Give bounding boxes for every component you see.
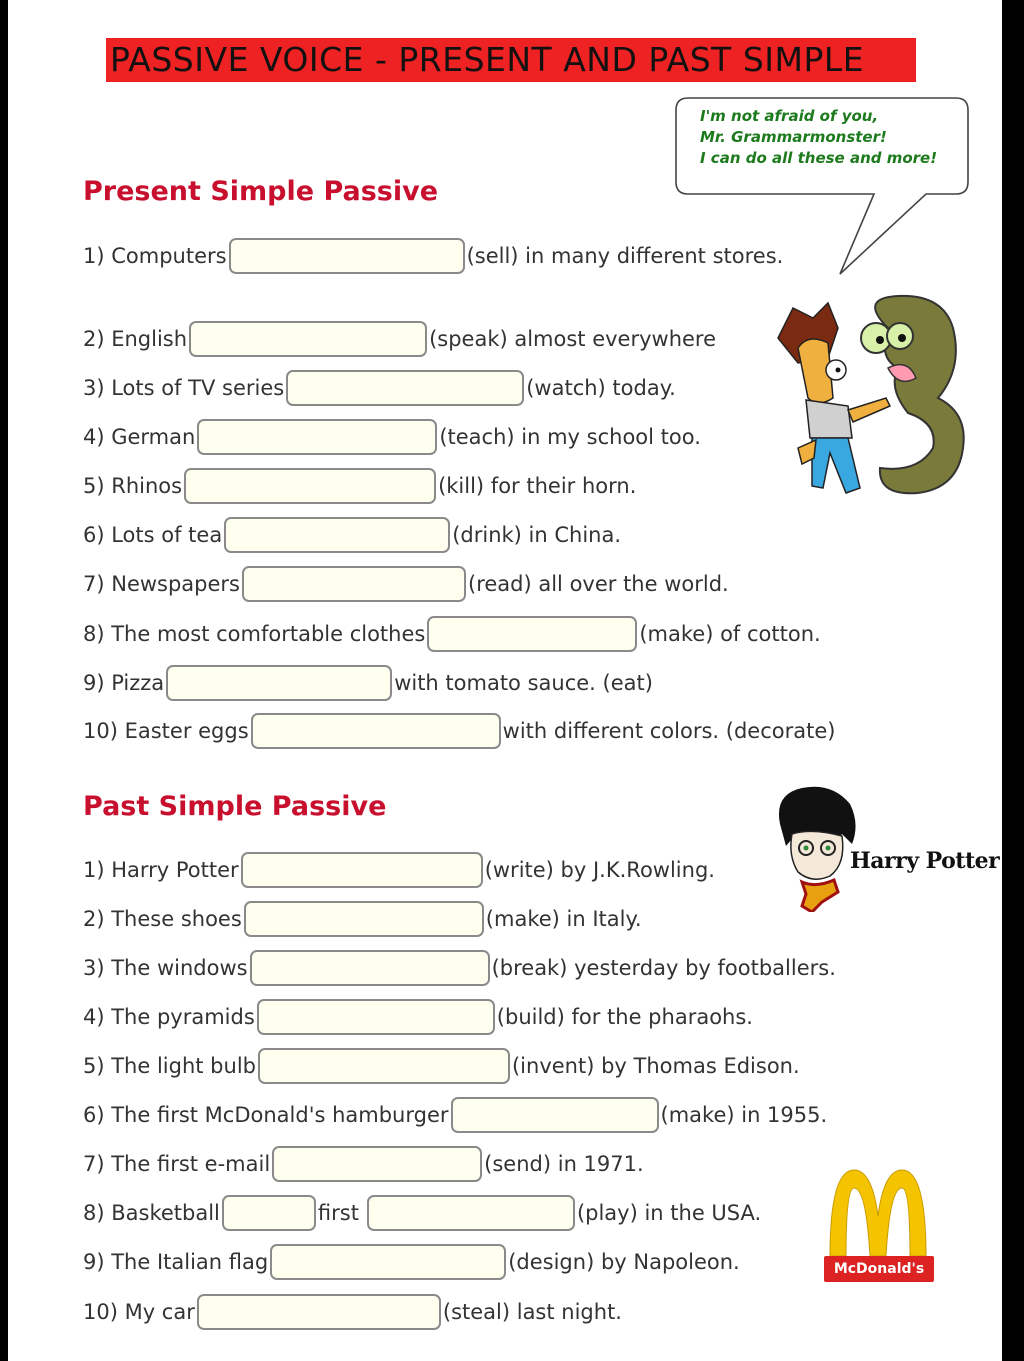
item-hint: (make) in Italy. — [485, 907, 642, 931]
mcdonalds-logo: McDonald's — [824, 1256, 934, 1282]
answer-input[interactable] — [272, 1146, 482, 1182]
present-item-2 — [83, 320, 716, 358]
answer-input[interactable] — [250, 950, 490, 986]
item-prompt: 10) Easter eggs — [83, 719, 249, 743]
boy-and-monster-illustration — [768, 288, 968, 503]
present-item-5 — [83, 467, 636, 505]
item-prompt: 1) Harry Potter — [83, 858, 239, 882]
present-item-7 — [83, 565, 729, 603]
past-item-5 — [83, 1047, 800, 1085]
present-item-8 — [83, 615, 821, 653]
item-hint: (watch) today. — [526, 376, 676, 400]
item-middle-word: first — [317, 1201, 359, 1225]
answer-input[interactable] — [222, 1195, 316, 1231]
item-prompt: 8) The most comfortable clothes — [83, 622, 426, 646]
item-hint: (invent) by Thomas Edison. — [511, 1054, 800, 1078]
item-hint: (read) all over the world. — [468, 572, 729, 596]
answer-input[interactable] — [258, 1048, 510, 1084]
speech-bubble — [674, 96, 968, 192]
present-item-4 — [83, 418, 701, 456]
past-item-3 — [83, 949, 836, 987]
item-prompt: 10) My car — [83, 1300, 195, 1324]
past-item-10 — [83, 1293, 622, 1331]
item-prompt: 3) The windows — [83, 956, 248, 980]
item-prompt: 2) These shoes — [83, 907, 242, 931]
bubble-line-1: I'm not afraid of you, — [700, 107, 879, 125]
item-hint: (break) yesterday by footballers. — [491, 956, 836, 980]
answer-input[interactable] — [451, 1097, 659, 1133]
item-prompt: 5) Rhinos — [83, 474, 183, 498]
harry-potter-logo: Harry Potter — [850, 848, 1000, 874]
item-prompt: 4) The pyramids — [83, 1005, 255, 1029]
bubble-line-2: Mr. Grammarmonster! — [700, 128, 887, 146]
item-hint: (make) of cotton. — [639, 622, 821, 646]
present-item-9 — [83, 664, 653, 702]
item-hint: (play) in the USA. — [576, 1201, 762, 1225]
item-prompt: 9) The Italian flag — [83, 1250, 269, 1274]
past-item-9 — [83, 1243, 740, 1281]
answer-input[interactable] — [242, 566, 466, 602]
item-prompt: 9) Pizza — [83, 671, 165, 695]
item-hint: (kill) for their horn. — [438, 474, 637, 498]
present-item-1 — [83, 237, 783, 275]
past-item-7 — [83, 1145, 644, 1183]
item-hint: (drink) in China. — [452, 523, 622, 547]
answer-input[interactable] — [244, 901, 484, 937]
present-item-10 — [83, 712, 835, 750]
item-prompt: 3) Lots of TV series — [83, 376, 285, 400]
item-hint: (write) by J.K.Rowling. — [484, 858, 715, 882]
past-item-2 — [83, 900, 642, 938]
present-simple-heading: Present Simple Passive — [83, 176, 439, 207]
item-hint: (make) in 1955. — [660, 1103, 828, 1127]
answer-input[interactable] — [197, 1294, 441, 1330]
answer-input[interactable] — [184, 468, 436, 504]
item-prompt: 7) The first e-mail — [83, 1152, 271, 1176]
worksheet-page — [8, 0, 1002, 1361]
item-prompt: 1) Computers — [83, 244, 227, 268]
item-prompt: 4) German — [83, 425, 196, 449]
item-hint: (steal) last night. — [442, 1300, 622, 1324]
monster-image — [861, 296, 964, 493]
answer-input[interactable] — [224, 517, 450, 553]
item-hint: (teach) in my school too. — [439, 425, 701, 449]
answer-input[interactable] — [166, 665, 392, 701]
item-hint: (build) for the pharaohs. — [496, 1005, 753, 1029]
past-item-8 — [83, 1194, 761, 1232]
answer-input[interactable] — [189, 321, 427, 357]
item-prompt: 7) Newspapers — [83, 572, 240, 596]
harry-potter-illustration — [772, 784, 858, 912]
item-prompt: 5) The light bulb — [83, 1054, 256, 1078]
item-prompt: 2) English — [83, 327, 188, 351]
item-hint: (speak) almost everywhere — [429, 327, 717, 351]
answer-input[interactable] — [197, 419, 437, 455]
present-item-6 — [83, 516, 621, 554]
item-prompt: 6) Lots of tea — [83, 523, 223, 547]
answer-input[interactable] — [229, 238, 465, 274]
answer-input[interactable] — [270, 1244, 506, 1280]
past-item-1 — [83, 851, 715, 889]
past-item-4 — [83, 998, 753, 1036]
past-item-6 — [83, 1096, 827, 1134]
present-item-3 — [83, 369, 676, 407]
answer-input[interactable] — [286, 370, 524, 406]
answer-input[interactable] — [367, 1195, 575, 1231]
worksheet-title: PASSIVE VOICE - PRESENT AND PAST SIMPLE — [106, 38, 916, 82]
item-hint: with tomato sauce. (eat) — [394, 671, 653, 695]
item-hint: (sell) in many different stores. — [466, 244, 784, 268]
item-prompt: 6) The first McDonald's hamburger — [83, 1103, 449, 1127]
item-hint: (send) in 1971. — [484, 1152, 644, 1176]
answer-input[interactable] — [427, 616, 637, 652]
answer-input[interactable] — [251, 713, 501, 749]
item-hint: (design) by Napoleon. — [508, 1250, 740, 1274]
item-hint: with different colors. (decorate) — [502, 719, 836, 743]
item-prompt: 8) Basketball — [83, 1201, 220, 1225]
past-simple-heading: Past Simple Passive — [83, 791, 387, 822]
bubble-line-3: I can do all these and more! — [700, 149, 938, 167]
answer-input[interactable] — [257, 999, 495, 1035]
answer-input[interactable] — [241, 852, 483, 888]
mcdonalds-arches-icon — [826, 1166, 930, 1258]
